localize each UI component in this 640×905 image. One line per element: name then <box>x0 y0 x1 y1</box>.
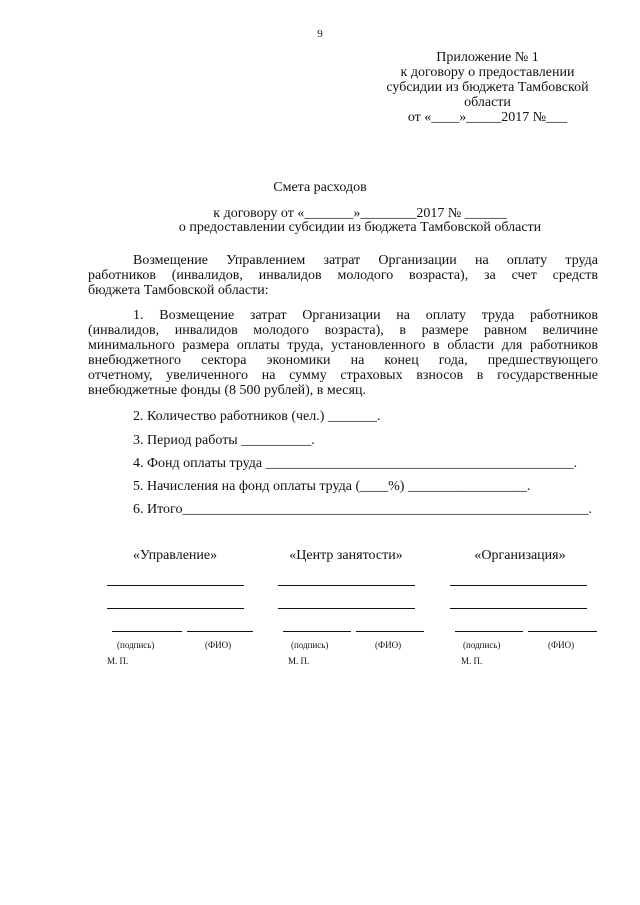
item-3: 3. Период работы __________. <box>133 433 315 448</box>
appendix-line: области <box>464 95 511 110</box>
appendix-line: к договору о предоставлении <box>400 65 575 80</box>
signature-line <box>455 631 523 632</box>
fio-line <box>356 631 424 632</box>
sign-label: (подпись) <box>117 640 155 650</box>
appendix-line: субсидии из бюджета Тамбовской <box>386 80 589 95</box>
sign-label: (подпись) <box>291 640 329 650</box>
intro-line: бюджета Тамбовской области: <box>88 283 269 298</box>
item-5: 5. Начисления на фонд оплаты труда (____%) _________________. <box>133 479 531 494</box>
fio-label: (ФИО) <box>548 640 575 650</box>
fio-label: (ФИО) <box>205 640 232 650</box>
signature-line <box>283 631 351 632</box>
item-1-paragraph <box>88 308 598 398</box>
subtitle-contract: к договору от «_______»________2017 № ______ <box>213 206 507 221</box>
item-1-line: внебюджетные фонды (8 500 рублей), в месяц. <box>88 383 366 398</box>
signature-line <box>278 608 415 609</box>
document-title: Смета расходов <box>273 180 367 195</box>
party-organization: «Организация» <box>474 548 566 563</box>
signature-line <box>107 585 244 586</box>
appendix-line: от «____»_____2017 №___ <box>407 110 568 125</box>
item-1-line: отчетному, увеличенного на сумму страховых взносов в государственные <box>88 368 598 383</box>
item-1-line: 1. Возмещение затрат Организации на оплату труда работников <box>133 308 598 323</box>
item-4: 4. Фонд оплаты труда ____________________________________________. <box>133 456 578 471</box>
intro-line: работников (инвалидов, инвалидов молодого возраста), за счет средств <box>88 268 598 283</box>
stamp-label: М. П. <box>107 656 129 666</box>
intro-line: Возмещение Управлением затрат Организации на оплату труда <box>133 253 598 268</box>
signature-line <box>112 631 182 632</box>
item-1-line: минимального размера оплаты труда, установленного в области для работников <box>88 338 598 353</box>
fio-label: (ФИО) <box>375 640 402 650</box>
item-6: 6. Итого__________________________________________________________. <box>133 502 592 517</box>
fio-line <box>528 631 597 632</box>
item-2: 2. Количество работников (чел.) _______. <box>133 409 381 424</box>
item-1-line: (инвалидов, инвалидов молодого возраста), в размере равном величине <box>88 323 598 338</box>
signature-line <box>450 608 587 609</box>
stamp-label: М. П. <box>288 656 310 666</box>
appendix-header <box>360 50 615 125</box>
party-employment-center: «Центр занятости» <box>289 548 403 563</box>
intro-paragraph <box>88 253 598 298</box>
fio-line <box>187 631 253 632</box>
stamp-label: М. П. <box>461 656 483 666</box>
sign-label: (подпись) <box>463 640 501 650</box>
signature-line <box>278 585 415 586</box>
party-management: «Управление» <box>132 548 218 563</box>
signature-line <box>450 585 587 586</box>
appendix-line: Приложение № 1 <box>436 50 539 65</box>
item-1-line: внебюджетного сектора экономики на конец года, предшествующего <box>88 353 598 368</box>
page-number: 9 <box>317 28 323 40</box>
subtitle-purpose: о предоставлении субсидии из бюджета Тамбовской области <box>178 220 542 235</box>
signature-line <box>107 608 244 609</box>
